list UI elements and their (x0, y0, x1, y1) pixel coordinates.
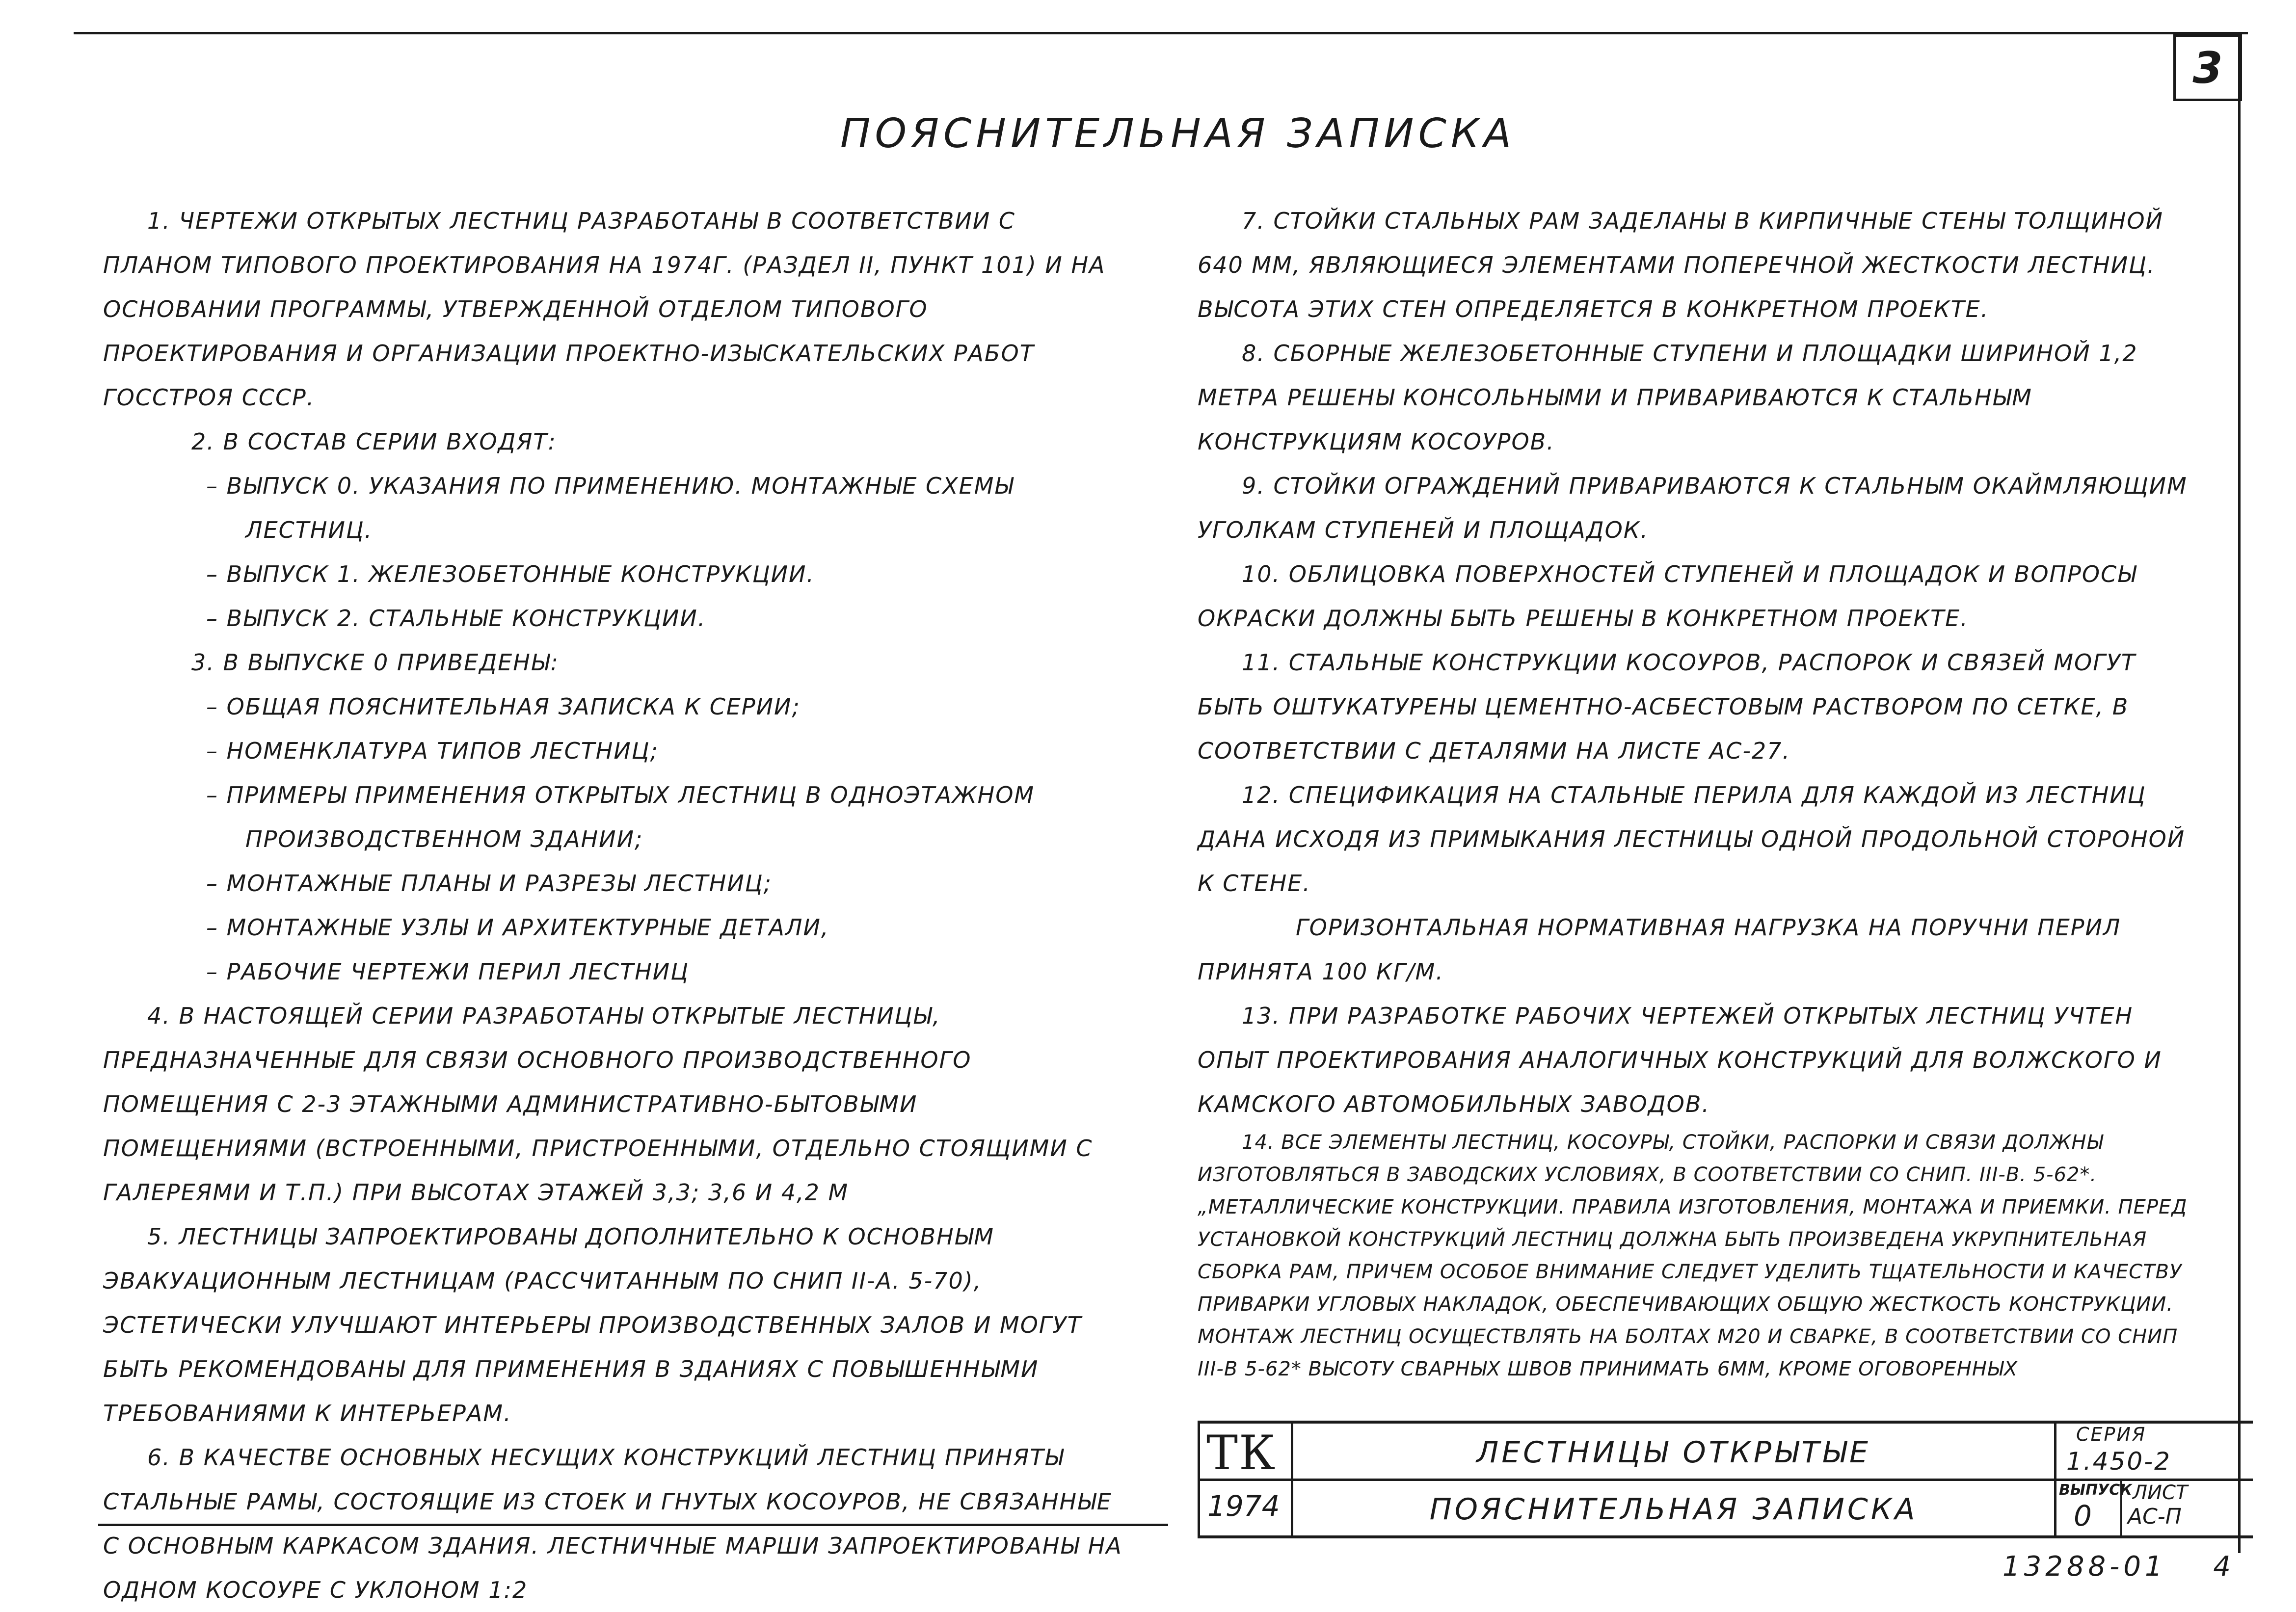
paragraph-1: 1. ЧЕРТЕЖИ ОТКРЫТЫХ ЛЕСТНИЦ РАЗРАБОТАНЫ В СООТВЕТСТВИИ С ПЛАНОМ ТИПОВОГО ПРОЕКТИРОВАНИЯ НА 1974Г. (РАЗДЕЛ II, ПУНКТ 101) И НА ОСНОВАНИИ ПРОГРАММЫ, УТВЕРЖДЕННОЙ ОТДЕЛОМ ТИПОВОГО ПРОЕКТИРОВАНИЯ И ОРГАНИЗАЦИИ ПРОЕКТНО-ИЗЫСКАТЕЛЬСКИХ РАБОТ ГОССТРОЯ СССР. (103, 208, 1106, 411)
tb-bottom-line (1198, 1535, 2253, 1538)
right-text-column (1198, 199, 2199, 1385)
archive-code: 13288-01 (2002, 1551, 2166, 1583)
series-value: 1.450-2 (2066, 1447, 2171, 1476)
paragraph-8: 8. СБОРНЫЕ ЖЕЛЕЗОБЕТОННЫЕ СТУПЕНИ И ПЛОЩАДКИ ШИРИНОЙ 1,2 МЕТРА РЕШЕНЫ КОНСОЛЬНЫМИ И ПРИВАРИВАЮТСЯ К СТАЛЬНЫМ КОНСТРУКЦИЯМ КОСОУРОВ. (1198, 340, 2138, 455)
series-issue-0: – ВЫПУСК 0. УКАЗАНИЯ ПО ПРИМЕНЕНИЮ. МОНТАЖНЫЕ СХЕМЫ ЛЕСТНИЦ. (206, 473, 1015, 543)
sheet-label: ЛИСТ (2133, 1481, 2188, 1504)
tb-series-divider (2054, 1421, 2056, 1538)
paragraph-13: 13. ПРИ РАЗРАБОТКЕ РАБОЧИХ ЧЕРТЕЖЕЙ ОТКРЫТЫХ ЛЕСТНИЦ УЧТЕН ОПЫТ ПРОЕКТИРОВАНИЯ АНАЛОГИЧНЫХ КОНСТРУКЦИЙ ДЛЯ ВОЛЖСКОГО И КАМСКОГО АВТОМОБИЛЬНЫХ ЗАВОДОВ. (1198, 1003, 2162, 1117)
archive-page: 4 (2213, 1551, 2235, 1583)
page-number: 3 (2173, 34, 2242, 101)
tb-left-line (1198, 1421, 1200, 1538)
list-item: – МОНТАЖНЫЕ УЗЛЫ И АРХИТЕКТУРНЫЕ ДЕТАЛИ, (206, 914, 829, 941)
paragraph-12: 12. СПЕЦИФИКАЦИЯ НА СТАЛЬНЫЕ ПЕРИЛА ДЛЯ КАЖДОЙ ИЗ ЛЕСТНИЦ ДАНА ИСХОДЯ ИЗ ПРИМЫКАНИЯ ЛЕСТНИЦЫ ОДНОЙ ПРОДОЛЬНОЙ СТОРОНОЙ К СТЕНЕ. (1198, 782, 2186, 897)
list-item: – ПРИМЕРЫ ПРИМЕНЕНИЯ ОТКРЫТЫХ ЛЕСТНИЦ В ОДНОЭТАЖНОМ ПРОИЗВОДСТВЕННОМ ЗДАНИИ; (206, 782, 1035, 852)
issue-value: 0 (2074, 1499, 2092, 1533)
page-title: ПОЯСНИТЕЛЬНАЯ ЗАПИСКА (840, 110, 1516, 157)
paragraph-11: 11. СТАЛЬНЫЕ КОНСТРУКЦИИ КОСОУРОВ, РАСПОРОК И СВЯЗЕЙ МОГУТ БЫТЬ ОШТУКАТУРЕНЫ ЦЕМЕНТНО-АСБЕСТОВЫМ РАСТВОРОМ ПО СЕТКЕ, В СООТВЕТСТВИИ С ДЕТАЛЯМИ НА ЛИСТЕ АС-27. (1198, 649, 2136, 764)
right-border-line (2238, 32, 2241, 1553)
series-issue-1: – ВЫПУСК 1. ЖЕЛЕЗОБЕТОННЫЕ КОНСТРУКЦИИ. (206, 561, 815, 587)
series-issue-2: – ВЫПУСК 2. СТАЛЬНЫЕ КОНСТРУКЦИИ. (206, 605, 706, 632)
list-item: – МОНТАЖНЫЕ ПЛАНЫ И РАЗРЕЗЫ ЛЕСТНИЦ; (206, 870, 773, 897)
paragraph-10: 10. ОБЛИЦОВКА ПОВЕРХНОСТЕЙ СТУПЕНЕЙ И ПЛОЩАДОК И ВОПРОСЫ ОКРАСКИ ДОЛЖНЫ БЫТЬ РЕШЕНЫ В КОНКРЕТНОМ ПРОЕКТЕ. (1198, 561, 2137, 632)
left-text-column (103, 199, 1129, 1612)
sheet-title: ПОЯСНИТЕЛЬНАЯ ЗАПИСКА (1429, 1492, 1918, 1527)
tb-middle-line (1198, 1479, 2253, 1481)
paragraph-6: 6. В КАЧЕСТВЕ ОСНОВНЫХ НЕСУЩИХ КОНСТРУКЦИЙ ЛЕСТНИЦ ПРИНЯТЫ СТАЛЬНЫЕ РАМЫ, СОСТОЯЩИЕ ИЗ СТОЕК И ГНУТЫХ КОСОУРОВ, НЕ СВЯЗАННЫЕ С ОСНОВНЫМ КАРКАСОМ ЗДАНИЯ. ЛЕСТНИЧНЫЕ МАРШИ ЗАПРОЕКТИРОВАНЫ НА ОДНОМ КОСОУРЕ С УКЛОНОМ 1:2 (103, 1444, 1122, 1603)
series-label: СЕРИЯ (2076, 1424, 2147, 1445)
paragraph-5: 5. ЛЕСТНИЦЫ ЗАПРОЕКТИРОВАНЫ ДОПОЛНИТЕЛЬНО К ОСНОВНЫМ ЭВАКУАЦИОННЫМ ЛЕСТНИЦАМ (РАССЧИТАННЫМ ПО СНИП II-А. 5-70), ЭСТЕТИЧЕСКИ УЛУЧШАЮТ ИНТЕРЬЕРЫ ПРОИЗВОДСТВЕННЫХ ЗАЛОВ И МОГУТ БЫТЬ РЕКОМЕНДОВАНЫ ДЛЯ ПРИМЕНЕНИЯ В ЗДАНИЯХ С ПОВЫШЕННЫМИ ТРЕБОВАНИЯМИ К ИНТЕРЬЕРАМ. (103, 1223, 1082, 1427)
sheet-value: АС-П (2128, 1504, 2182, 1529)
paragraph-7: 7. СТОЙКИ СТАЛЬНЫХ РАМ ЗАДЕЛАНЫ В КИРПИЧНЫЕ СТЕНЫ ТОЛЩИНОЙ 640 ММ, ЯВЛЯЮЩИЕСЯ ЭЛЕМЕНТАМИ ПОПЕРЕЧНОЙ ЖЕСТКОСТИ ЛЕСТНИЦ. (1198, 208, 2164, 278)
paragraph-2-heading: 2. В СОСТАВ СЕРИИ ВХОДЯТ: (191, 428, 557, 455)
year: 1974 (1207, 1489, 1280, 1523)
paragraph-14: 14. ВСЕ ЭЛЕМЕНТЫ ЛЕСТНИЦ, КОСОУРЫ, СТОЙКИ, РАСПОРКИ И СВЯЗИ ДОЛЖНЫ ИЗГОТОВЛЯТЬСЯ В ЗАВОДСКИХ УСЛОВИЯХ, В СООТВЕТСТВИИ СО СНИП. III-В. 5-62*. „МЕТАЛЛИЧЕСКИЕ КОНСТРУКЦИИ. ПРАВИЛА ИЗГОТОВЛЕНИЯ, МОНТАЖА И ПРИЕМКИ. ПЕРЕД УСТАНОВКОЙ КОНСТРУКЦИЙ ЛЕСТНИЦ ДОЛЖНА БЫТЬ ПРОИЗВЕДЕНА УКРУПНИТЕЛЬНАЯ СБОРКА РАМ, ПРИЧЕМ ОСОБОЕ ВНИМАНИЕ СЛЕДУЕТ УДЕЛИТЬ ТЩАТЕЛЬНОСТИ И КАЧЕСТВУ ПРИВАРКИ УГЛОВЫХ НАКЛАДОК, ОБЕСПЕЧИВАЮЩИХ ОБЩУЮ ЖЕСТКОСТЬ КОНСТРУКЦИИ. МОНТАЖ ЛЕСТНИЦ ОСУЩЕСТВЛЯТЬ НА БОЛТАХ М20 И СВАРКЕ, В СООТВЕТСТВИИ СО СНИП III-В 5-62* ВЫСОТУ СВАРНЫХ ШВОВ ПРИНИМАТЬ 6ММ, КРОМЕ ОГОВОРЕННЫХ (1198, 1131, 2188, 1380)
list-item: – ОБЩАЯ ПОЯСНИТЕЛЬНАЯ ЗАПИСКА К СЕРИИ; (206, 693, 801, 720)
top-border-line (74, 32, 2248, 34)
tb-org-divider (1291, 1421, 1293, 1538)
paragraph-3-heading: 3. В ВЫПУСКЕ 0 ПРИВЕДЕНЫ: (191, 649, 559, 676)
list-item: – НОМЕНКЛАТУРА ТИПОВ ЛЕСТНИЦ; (206, 738, 659, 764)
paragraph-7-note: ВЫСОТА ЭТИХ СТЕН ОПРЕДЕЛЯЕТСЯ В КОНКРЕТНОМ ПРОЕКТЕ. (1198, 296, 1989, 322)
org-mark: ТК (1206, 1426, 1277, 1480)
drawing-name: ЛЕСТНИЦЫ ОТКРЫТЫЕ (1476, 1435, 1871, 1470)
paragraph-12-note: ГОРИЗОНТАЛЬНАЯ НОРМАТИВНАЯ НАГРУЗКА НА ПОРУЧНИ ПЕРИЛ ПРИНЯТА 100 КГ/М. (1198, 914, 2121, 985)
paragraph-4: 4. В НАСТОЯЩЕЙ СЕРИИ РАЗРАБОТАНЫ ОТКРЫТЫЕ ЛЕСТНИЦЫ, ПРЕДНАЗНАЧЕННЫЕ ДЛЯ СВЯЗИ ОСНОВНОГО ПРОИЗВОДСТВЕННОГО ПОМЕЩЕНИЯ С 2-3 ЭТАЖНЫМИ АДМИНИСТРАТИВНО-БЫТОВЫМИ ПОМЕЩЕНИЯМИ (ВСТРОЕННЫМИ, ПРИСТРОЕННЫМИ, ОТДЕЛЬНО СТОЯЩИМИ С ГАЛЕРЕЯМИ И Т.П.) ПРИ ВЫСОТАХ ЭТАЖЕЙ 3,3; 3,6 И 4,2 М (103, 1003, 1093, 1206)
paragraph-9: 9. СТОЙКИ ОГРАЖДЕНИЙ ПРИВАРИВАЮТСЯ К СТАЛЬНЫМ ОКАЙМЛЯЮЩИМ УГОЛКАМ СТУПЕНЕЙ И ПЛОЩАДОК. (1198, 473, 2188, 543)
title-block (1198, 1421, 2253, 1538)
archive-stamp (2002, 1551, 2235, 1583)
issue-label: ВЫПУСК (2059, 1481, 2132, 1499)
list-item: – РАБОЧИЕ ЧЕРТЕЖИ ПЕРИЛ ЛЕСТНИЦ (206, 958, 689, 985)
